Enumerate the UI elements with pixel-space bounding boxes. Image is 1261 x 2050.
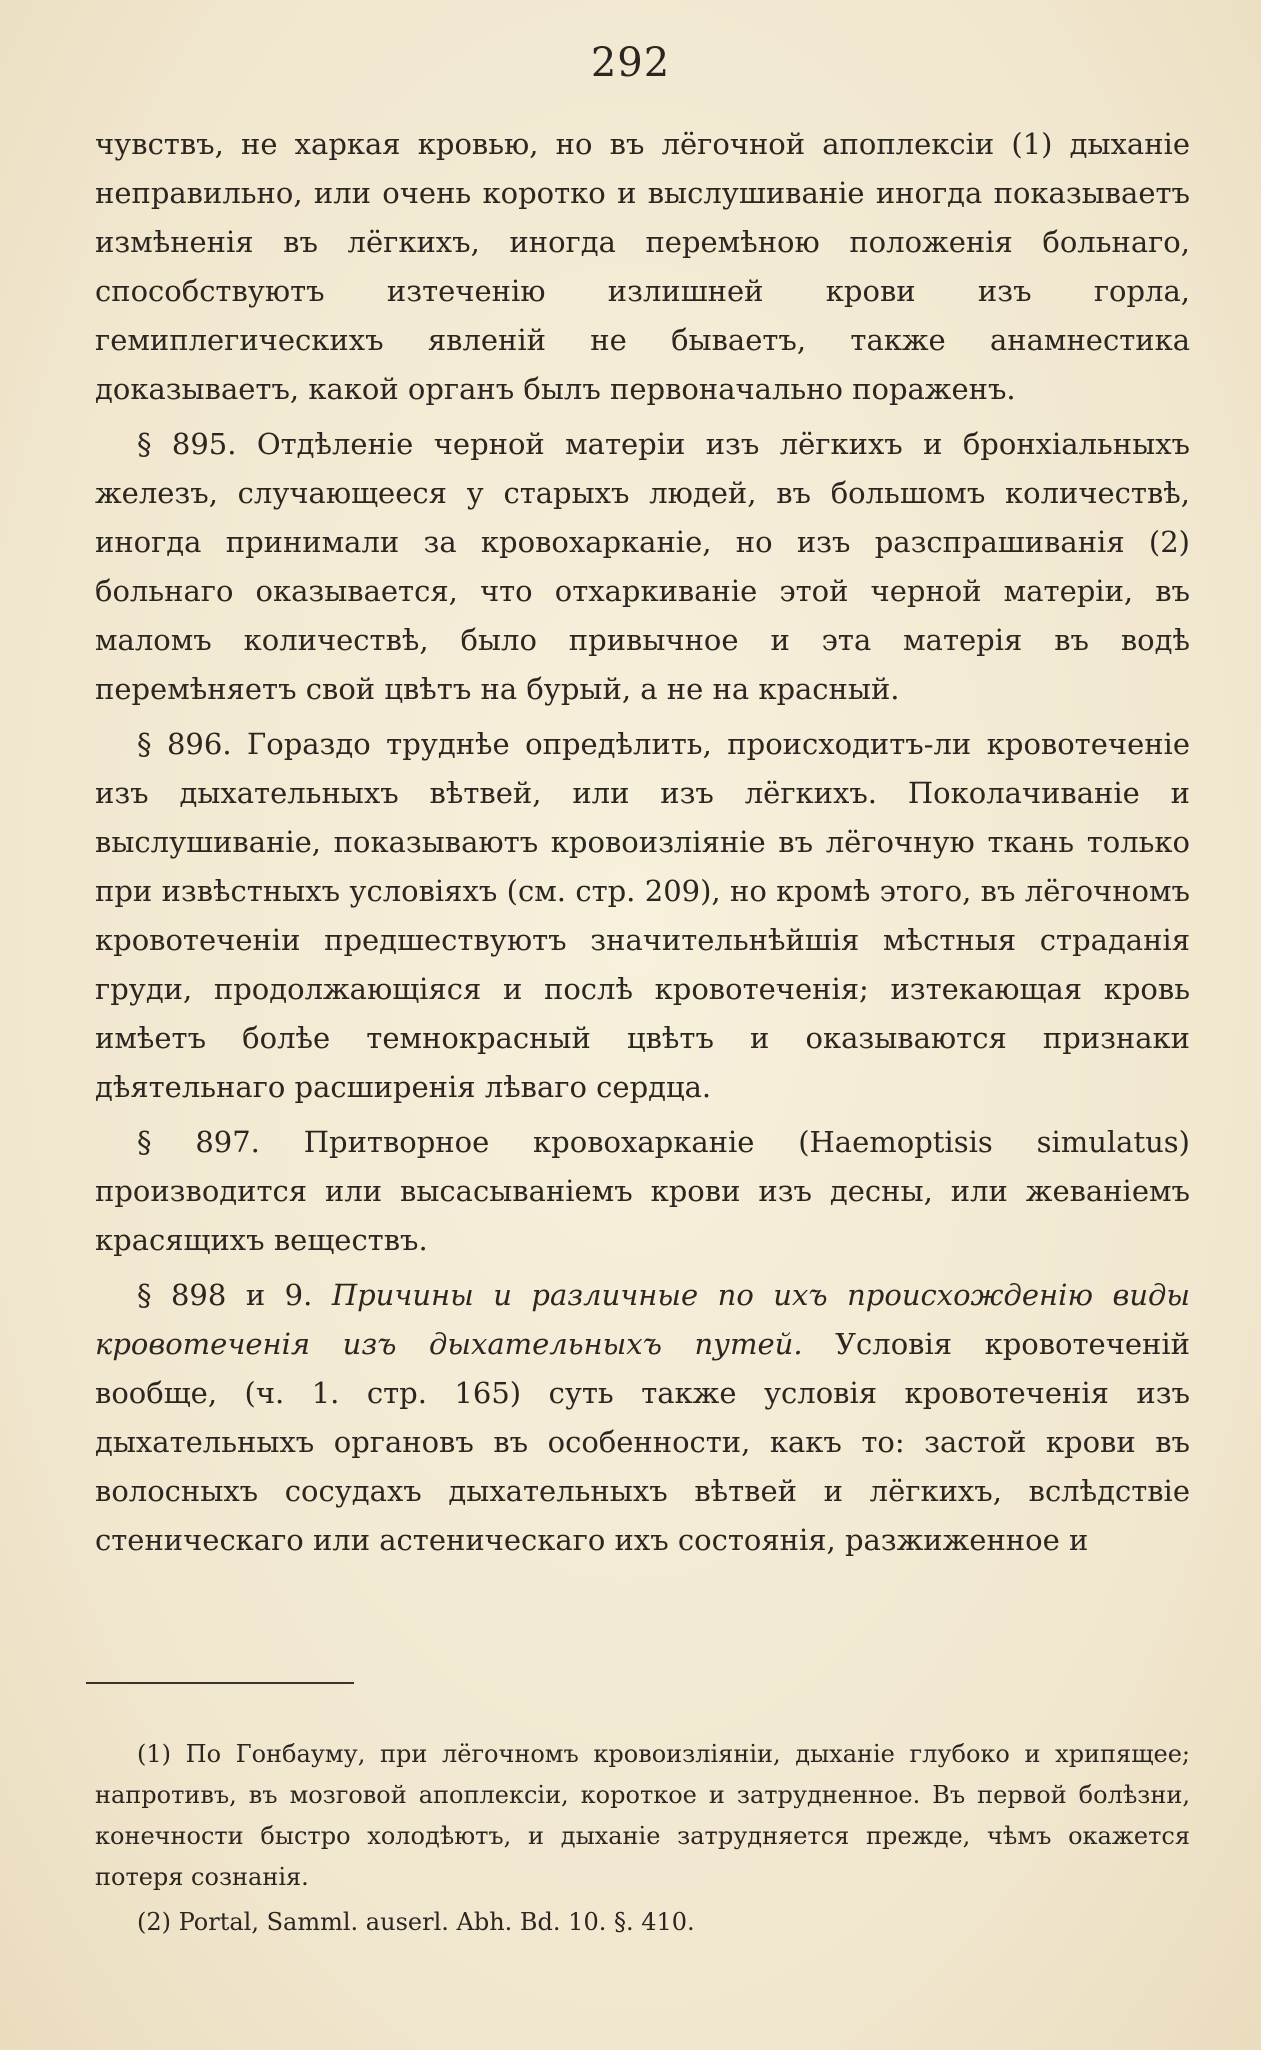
paragraph-continuation: чувствъ, не харкая кровью, но въ лёгочной апоплексіи (1) дыханіе неправильно, или очень коротко и выслушиваніе иногда показываетъ измѣненія въ лёгкихъ, иногда перемѣною положенія больнаго, способствуютъ изтеченію излишней крови изъ горла, гемиплегическихъ явленій не бываетъ, также анамнестика доказываетъ, какой органъ былъ первоначально пораженъ. xyxy=(95,127,1190,406)
footnote-divider xyxy=(86,1682,354,1684)
paragraph-895: § 895. Отдѣленіе черной матеріи изъ лёгкихъ и бронхіальныхъ железъ, случающееся у старыхъ людей, въ большомъ количествѣ, иногда принимали за кровохарканіе, но изъ разспрашиванія (2) больнаго оказывается, что отхаркиваніе этой черной матеріи, въ маломъ количествѣ, было привычное и эта матерія въ водѣ перемѣняетъ свой цвѣтъ на бурый, а не на красный. xyxy=(95,427,1190,706)
section-number-898: § 898 и 9. xyxy=(137,1278,313,1312)
page-number: 292 xyxy=(590,40,671,86)
footnote-2: (2) Portal, Samml. auserl. Abh. Bd. 10. §. 410. xyxy=(137,1908,695,1936)
main-text xyxy=(95,120,1190,1571)
section-heading-898: Причины и различные по ихъ происхожденію виды кровотеченія изъ дыхательныхъ путей. xyxy=(95,1278,1191,1361)
section-text-898: Условія кровотеченій вообще, (ч. 1. стр. 165) суть также условія кровотеченія изъ дыхательныхъ органовъ въ особенности, какъ то: застой крови въ волосныхъ сосудахъ дыхательныхъ вѣтвей и лёгкихъ, вслѣдствіе стеническаго или астеническаго ихъ состоянія, разжиженное и xyxy=(95,1327,1190,1557)
footnote-1: (1) По Гонбауму, при лёгочномъ кровоизліяніи, дыханіе глубоко и хрипящее; напротивъ, въ мозговой апоплексіи, короткое и затрудненное. Въ первой болѣзни, конечности быстро холодѣютъ, и дыханіе затрудняется прежде, чѣмъ окажется потеря сознанія. xyxy=(95,1740,1190,1891)
paragraph-896: § 896. Гораздо труднѣе опредѣлить, происходитъ-ли кровотеченіе изъ дыхательныхъ вѣтвей, или изъ лёгкихъ. Поколачиваніе и выслушиваніе, показываютъ кровоизліяніе въ лёгочную ткань только при извѣстныхъ условіяхъ (см. стр. 209), но кромѣ этого, въ лёгочномъ кровотеченіи предшествуютъ значительнѣйшія мѣстныя страданія груди, продолжающіяся и послѣ кровотеченія; изтекающая кровь имѣетъ болѣе темнокрасный цвѣтъ и оказываются признаки дѣятельнаго расширенія лѣваго сердца. xyxy=(95,727,1190,1104)
footnotes xyxy=(95,1734,1190,1947)
paragraph-898 xyxy=(95,1271,1190,1565)
paragraph-897: § 897. Притворное кровохарканіе (Haemoptisis simulatus) производится или высасываніемъ крови изъ десны, или жеваніемъ красящихъ веществъ. xyxy=(95,1125,1190,1257)
